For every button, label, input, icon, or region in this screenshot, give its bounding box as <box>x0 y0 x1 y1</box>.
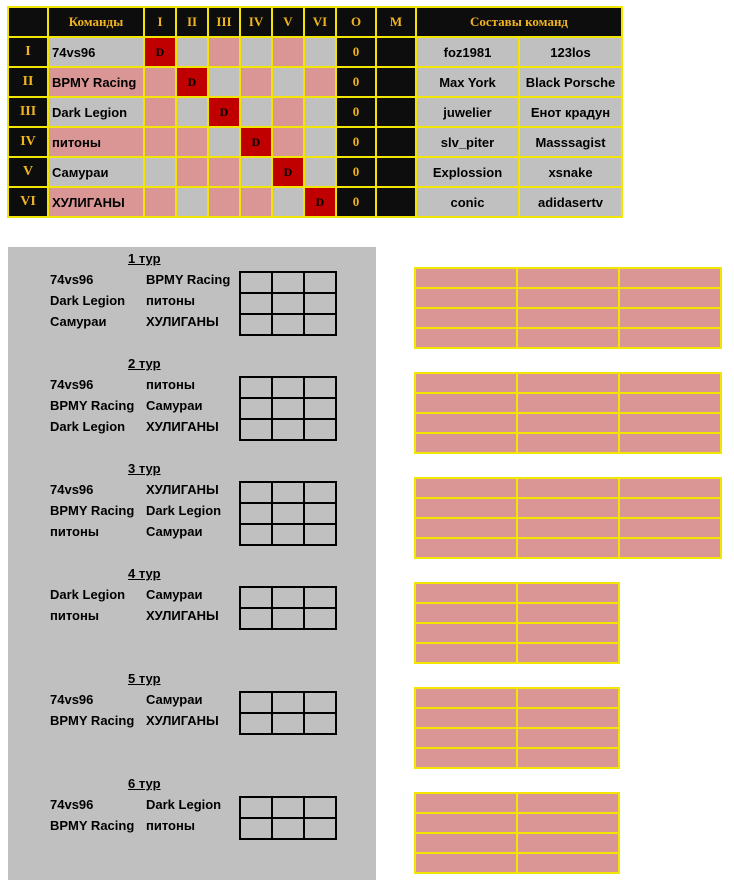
pink-cell <box>517 793 619 813</box>
header-place: М <box>376 7 416 37</box>
result-cell <box>272 187 304 217</box>
score-cell[interactable] <box>272 503 304 524</box>
result-cell <box>240 67 272 97</box>
score-cell[interactable] <box>304 314 336 335</box>
pink-cell <box>415 308 517 328</box>
pink-cell <box>517 478 619 498</box>
score-cell[interactable] <box>272 314 304 335</box>
score-cell[interactable] <box>240 314 272 335</box>
pink-cell <box>517 688 619 708</box>
match-home-team: 74vs96 <box>50 797 94 812</box>
score-cell[interactable] <box>240 608 272 629</box>
roster-member: Masssagist <box>519 127 622 157</box>
pink-cell <box>415 853 517 873</box>
score-cell[interactable] <box>240 419 272 440</box>
score-cell[interactable] <box>240 587 272 608</box>
pink-block <box>414 687 620 769</box>
pink-cell <box>415 688 517 708</box>
diagonal-cell <box>208 97 240 127</box>
team-name: BPMY Racing <box>48 67 144 97</box>
match-away-team: Самураи <box>146 398 203 413</box>
tour-title: 5 тур <box>128 671 161 686</box>
pink-cell <box>517 373 619 393</box>
score-cell[interactable] <box>272 293 304 314</box>
header-corner <box>8 7 48 37</box>
match-away-team: питоны <box>146 293 195 308</box>
pink-block <box>414 372 722 454</box>
team-points: 0 <box>336 67 376 97</box>
match-home-team: Dark Legion <box>50 293 126 308</box>
pink-cell <box>619 518 721 538</box>
score-cell[interactable] <box>272 587 304 608</box>
match-home-team: Dark Legion <box>50 419 126 434</box>
pink-cell <box>517 433 619 453</box>
result-cell <box>208 37 240 67</box>
roster-member: conic <box>416 187 519 217</box>
team-place <box>376 187 416 217</box>
diagonal-cell <box>304 187 336 217</box>
score-cell[interactable] <box>304 692 336 713</box>
pink-cell <box>517 853 619 873</box>
team-name: ХУЛИГАНЫ <box>48 187 144 217</box>
match-away-team: питоны <box>146 818 195 833</box>
header-round-3: III <box>208 7 240 37</box>
pink-cell <box>415 498 517 518</box>
roster-member: Енот крадун <box>519 97 622 127</box>
pink-cell <box>619 538 721 558</box>
result-cell <box>144 187 176 217</box>
header-teams: Команды <box>48 7 144 37</box>
score-cell[interactable] <box>304 482 336 503</box>
score-cell[interactable] <box>304 398 336 419</box>
pink-cell <box>517 538 619 558</box>
score-cell[interactable] <box>272 713 304 734</box>
pink-cell <box>619 393 721 413</box>
pink-cell <box>415 433 517 453</box>
match-home-team: 74vs96 <box>50 482 94 497</box>
match-away-team: Самураи <box>146 587 203 602</box>
score-cell[interactable] <box>272 524 304 545</box>
team-points: 0 <box>336 187 376 217</box>
header-points: О <box>336 7 376 37</box>
header-round-1: I <box>144 7 176 37</box>
tour-title: 4 тур <box>128 566 161 581</box>
pink-cell <box>619 268 721 288</box>
score-cell[interactable] <box>240 482 272 503</box>
pink-cell <box>415 538 517 558</box>
pink-cell <box>517 288 619 308</box>
score-cell[interactable] <box>240 272 272 293</box>
tour-title: 1 тур <box>128 251 161 266</box>
pink-cell <box>415 728 517 748</box>
score-cell[interactable] <box>304 608 336 629</box>
pink-cell <box>517 643 619 663</box>
pink-cell <box>517 833 619 853</box>
pink-cell <box>415 833 517 853</box>
team-number: V <box>8 157 48 187</box>
pink-cell <box>517 813 619 833</box>
match-home-team: питоны <box>50 524 99 539</box>
team-place <box>376 157 416 187</box>
result-cell <box>304 157 336 187</box>
standings-row <box>8 127 622 157</box>
result-cell <box>176 187 208 217</box>
tour-title: 3 тур <box>128 461 161 476</box>
score-cell[interactable] <box>304 587 336 608</box>
pink-cell <box>517 498 619 518</box>
match-away-team: ХУЛИГАНЫ <box>146 419 219 434</box>
roster-member: 123los <box>519 37 622 67</box>
result-cell <box>304 127 336 157</box>
header-round-6: VI <box>304 7 336 37</box>
pink-cell <box>619 328 721 348</box>
match-away-team: ХУЛИГАНЫ <box>146 314 219 329</box>
score-cell[interactable] <box>240 503 272 524</box>
result-cell <box>272 127 304 157</box>
diagonal-cell <box>240 127 272 157</box>
match-home-team: BPMY Racing <box>50 503 135 518</box>
header-rosters: Составы команд <box>416 7 622 37</box>
roster-member: Max York <box>416 67 519 97</box>
score-cell[interactable] <box>304 797 336 818</box>
roster-member: xsnake <box>519 157 622 187</box>
pink-cell <box>619 373 721 393</box>
pink-cell <box>415 603 517 623</box>
pink-cell <box>415 518 517 538</box>
diagonal-mark: D <box>315 195 325 209</box>
team-number: I <box>8 37 48 67</box>
pink-block <box>414 792 620 874</box>
team-points: 0 <box>336 37 376 67</box>
pink-block <box>414 267 722 349</box>
pink-cell <box>415 373 517 393</box>
score-cell[interactable] <box>304 503 336 524</box>
roster-member: Explossion <box>416 157 519 187</box>
result-cell <box>144 97 176 127</box>
match-away-team: Самураи <box>146 692 203 707</box>
pink-block <box>414 477 722 559</box>
pink-cell <box>415 813 517 833</box>
pink-cell <box>619 308 721 328</box>
match-home-team: Самураи <box>50 314 107 329</box>
standings-row <box>8 97 622 127</box>
pink-cell <box>415 623 517 643</box>
pink-cell <box>619 288 721 308</box>
score-cell[interactable] <box>272 797 304 818</box>
score-cell[interactable] <box>272 398 304 419</box>
diagonal-cell <box>176 67 208 97</box>
pink-cell <box>415 708 517 728</box>
match-home-team: BPMY Racing <box>50 398 135 413</box>
pink-cell <box>517 413 619 433</box>
diagonal-cell <box>272 157 304 187</box>
team-number: II <box>8 67 48 97</box>
score-cell[interactable] <box>272 482 304 503</box>
score-grid <box>239 481 337 546</box>
result-cell <box>272 97 304 127</box>
result-cell <box>272 37 304 67</box>
roster-member: juwelier <box>416 97 519 127</box>
roster-member: slv_piter <box>416 127 519 157</box>
pink-cell <box>415 268 517 288</box>
result-cell <box>240 97 272 127</box>
result-cell <box>304 67 336 97</box>
header-round-4: IV <box>240 7 272 37</box>
team-number: III <box>8 97 48 127</box>
result-cell <box>240 187 272 217</box>
pink-cell <box>415 643 517 663</box>
diagonal-cell <box>144 37 176 67</box>
score-grid <box>239 271 337 336</box>
score-cell[interactable] <box>272 692 304 713</box>
team-place <box>376 127 416 157</box>
pink-block <box>414 582 620 664</box>
score-grid <box>239 796 337 840</box>
roster-member: adidasertv <box>519 187 622 217</box>
pink-cell <box>517 728 619 748</box>
match-away-team: BPMY Racing <box>146 272 231 287</box>
score-cell[interactable] <box>272 608 304 629</box>
match-home-team: Dark Legion <box>50 587 126 602</box>
result-cell <box>176 157 208 187</box>
team-name: Dark Legion <box>48 97 144 127</box>
result-cell <box>304 97 336 127</box>
match-home-team: 74vs96 <box>50 692 94 707</box>
tour-title: 2 тур <box>128 356 161 371</box>
team-name: 74vs96 <box>48 37 144 67</box>
score-cell[interactable] <box>304 293 336 314</box>
pink-cell <box>517 308 619 328</box>
team-points: 0 <box>336 157 376 187</box>
match-home-team: 74vs96 <box>50 272 94 287</box>
result-cell <box>144 67 176 97</box>
standings-table <box>7 6 623 218</box>
team-place <box>376 97 416 127</box>
score-cell[interactable] <box>272 272 304 293</box>
score-grid <box>239 586 337 630</box>
pink-cell <box>517 623 619 643</box>
team-number: VI <box>8 187 48 217</box>
standings-row <box>8 157 622 187</box>
pink-cell <box>415 328 517 348</box>
score-cell[interactable] <box>272 818 304 839</box>
team-place <box>376 37 416 67</box>
score-cell[interactable] <box>240 524 272 545</box>
match-away-team: ХУЛИГАНЫ <box>146 482 219 497</box>
score-cell[interactable] <box>304 419 336 440</box>
pink-cell <box>619 413 721 433</box>
team-name: Самураи <box>48 157 144 187</box>
pink-cell <box>619 498 721 518</box>
roster-member: foz1981 <box>416 37 519 67</box>
score-cell[interactable] <box>304 818 336 839</box>
standings-row <box>8 187 622 217</box>
standings-row <box>8 37 622 67</box>
pink-cell <box>517 328 619 348</box>
pink-cell <box>517 708 619 728</box>
match-away-team: ХУЛИГАНЫ <box>146 608 219 623</box>
match-home-team: BPMY Racing <box>50 713 135 728</box>
score-cell[interactable] <box>272 419 304 440</box>
team-name: питоны <box>48 127 144 157</box>
score-cell[interactable] <box>304 713 336 734</box>
score-grid <box>239 691 337 735</box>
diagonal-mark: D <box>219 105 229 119</box>
pink-cell <box>517 748 619 768</box>
header-round-2: II <box>176 7 208 37</box>
result-cell <box>208 187 240 217</box>
pink-cell <box>415 748 517 768</box>
score-cell[interactable] <box>240 713 272 734</box>
score-cell[interactable] <box>304 377 336 398</box>
match-home-team: питоны <box>50 608 99 623</box>
diagonal-mark: D <box>155 45 165 59</box>
diagonal-mark: D <box>187 75 197 89</box>
match-home-team: 74vs96 <box>50 377 94 392</box>
match-away-team: Самураи <box>146 524 203 539</box>
pink-cell <box>517 583 619 603</box>
team-points: 0 <box>336 127 376 157</box>
pink-cell <box>415 393 517 413</box>
score-cell[interactable] <box>240 797 272 818</box>
pink-cell <box>415 583 517 603</box>
score-cell[interactable] <box>240 398 272 419</box>
pink-cell <box>619 433 721 453</box>
score-cell[interactable] <box>240 692 272 713</box>
standings-header-row <box>8 7 622 37</box>
team-points: 0 <box>336 97 376 127</box>
result-cell <box>208 127 240 157</box>
pink-cell <box>415 793 517 813</box>
result-cell <box>176 127 208 157</box>
roster-member: Black Porsche <box>519 67 622 97</box>
score-cell[interactable] <box>240 293 272 314</box>
result-cell <box>272 67 304 97</box>
result-cell <box>304 37 336 67</box>
match-away-team: ХУЛИГАНЫ <box>146 713 219 728</box>
standings-row <box>8 67 622 97</box>
result-cell <box>144 127 176 157</box>
result-cell <box>240 37 272 67</box>
result-cell <box>208 67 240 97</box>
result-cell <box>240 157 272 187</box>
score-cell[interactable] <box>240 377 272 398</box>
pink-cell <box>415 288 517 308</box>
pink-cell <box>517 603 619 623</box>
team-number: IV <box>8 127 48 157</box>
score-grid <box>239 376 337 441</box>
header-round-5: V <box>272 7 304 37</box>
score-cell[interactable] <box>272 377 304 398</box>
pink-cell <box>517 268 619 288</box>
score-cell[interactable] <box>304 524 336 545</box>
result-cell <box>208 157 240 187</box>
result-cell <box>176 97 208 127</box>
diagonal-mark: D <box>283 165 293 179</box>
match-away-team: Dark Legion <box>146 797 222 812</box>
match-away-team: Dark Legion <box>146 503 222 518</box>
team-place <box>376 67 416 97</box>
result-cell <box>144 157 176 187</box>
pink-cell <box>415 478 517 498</box>
score-cell[interactable] <box>240 818 272 839</box>
result-cell <box>176 37 208 67</box>
match-home-team: BPMY Racing <box>50 818 135 833</box>
schedule-panel <box>8 247 376 880</box>
pink-cell <box>415 413 517 433</box>
pink-cell <box>619 478 721 498</box>
pink-cell <box>517 393 619 413</box>
tour-title: 6 тур <box>128 776 161 791</box>
match-away-team: питоны <box>146 377 195 392</box>
pink-cell <box>517 518 619 538</box>
diagonal-mark: D <box>251 135 261 149</box>
score-cell[interactable] <box>304 272 336 293</box>
